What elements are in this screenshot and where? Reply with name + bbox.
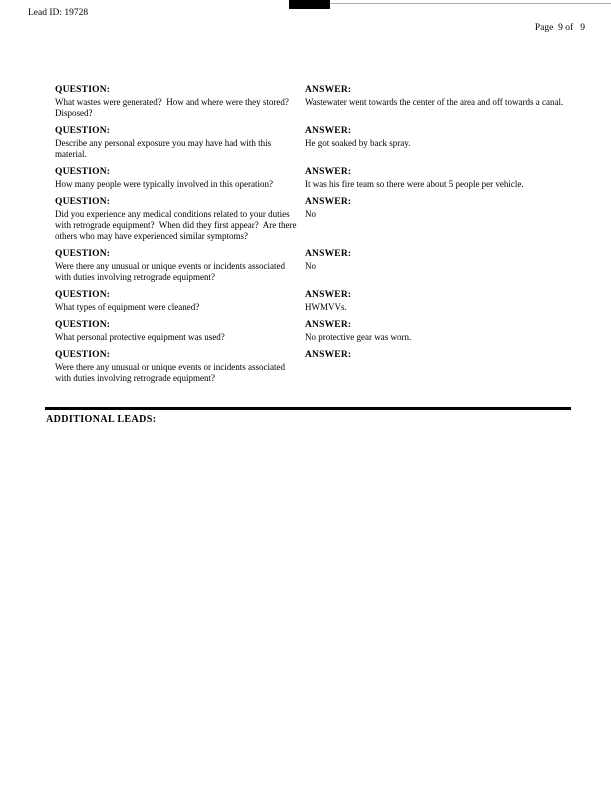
question-label: QUESTION: [55, 126, 111, 136]
answer-column [305, 248, 565, 272]
question-column [55, 289, 301, 313]
answer-label: ANSWER: [305, 350, 352, 360]
question-text: What personal protective equipment was used? [55, 332, 225, 342]
question-text: Did you experience any medical conditions related to your duties with retrograde equipment? When did they first appear? Are there others who may have experienced similar symptoms? [55, 209, 299, 241]
section-divider [45, 407, 571, 410]
answer-column [305, 319, 565, 343]
answer-text: No [305, 261, 316, 271]
question-label: QUESTION: [55, 85, 111, 95]
answer-text: HWMVVs. [305, 302, 347, 312]
question-column [55, 125, 301, 160]
question-text: What types of equipment were cleaned? [55, 302, 200, 312]
question-label: QUESTION: [55, 320, 111, 330]
answer-label: ANSWER: [305, 290, 352, 300]
answer-text: No protective gear was worn. [305, 332, 412, 342]
question-label: QUESTION: [55, 290, 111, 300]
question-column [55, 248, 301, 283]
answer-text: No [305, 209, 316, 219]
answer-label: ANSWER: [305, 167, 352, 177]
question-label: QUESTION: [55, 197, 111, 207]
qa-list [55, 84, 567, 384]
qa-pair [55, 125, 567, 160]
answer-text: Wastewater went towards the center of the area and off towards a canal. [305, 97, 564, 107]
answer-label: ANSWER: [305, 85, 352, 95]
qa-pair [55, 196, 567, 242]
answer-text: He got soaked by back spray. [305, 138, 411, 148]
question-text: How many people were typically involved in this operation? [55, 179, 273, 189]
question-column [55, 84, 301, 119]
additional-leads-heading: ADDITIONAL LEADS: [46, 414, 157, 425]
question-text: Were there any unusual or unique events or incidents associated with duties involving retrograde equipment? [55, 261, 288, 282]
qa-pair [55, 248, 567, 283]
question-column [55, 166, 301, 190]
qa-pair [55, 349, 567, 384]
scan-artifact-line [330, 3, 611, 4]
answer-column [305, 84, 565, 108]
question-text: Describe any personal exposure you may have had with this material. [55, 138, 274, 159]
qa-pair [55, 319, 567, 343]
question-text: What wastes were generated? How and where were they stored? Disposed? [55, 97, 294, 118]
answer-column [305, 166, 565, 190]
question-label: QUESTION: [55, 350, 111, 360]
answer-column [305, 196, 565, 220]
answer-text: It was his fire team so there were about 5 people per vehicle. [305, 179, 524, 189]
qa-pair [55, 289, 567, 313]
question-column [55, 319, 301, 343]
answer-label: ANSWER: [305, 320, 352, 330]
scan-artifact-bar [289, 0, 330, 9]
page-number: Page 9 of 9 [534, 23, 585, 33]
qa-pair [55, 166, 567, 190]
question-text: Were there any unusual or unique events or incidents associated with duties involving retrograde equipment? [55, 362, 288, 383]
answer-label: ANSWER: [305, 126, 352, 136]
answer-column [305, 289, 565, 313]
answer-text [305, 361, 565, 362]
question-column [55, 196, 301, 242]
question-label: QUESTION: [55, 167, 111, 177]
answer-column [305, 125, 565, 149]
answer-label: ANSWER: [305, 249, 352, 259]
qa-pair [55, 84, 567, 119]
question-label: QUESTION: [55, 249, 111, 259]
question-column [55, 349, 301, 384]
answer-label: ANSWER: [305, 197, 352, 207]
lead-id: Lead ID: 19728 [28, 8, 89, 18]
answer-column [305, 349, 565, 362]
